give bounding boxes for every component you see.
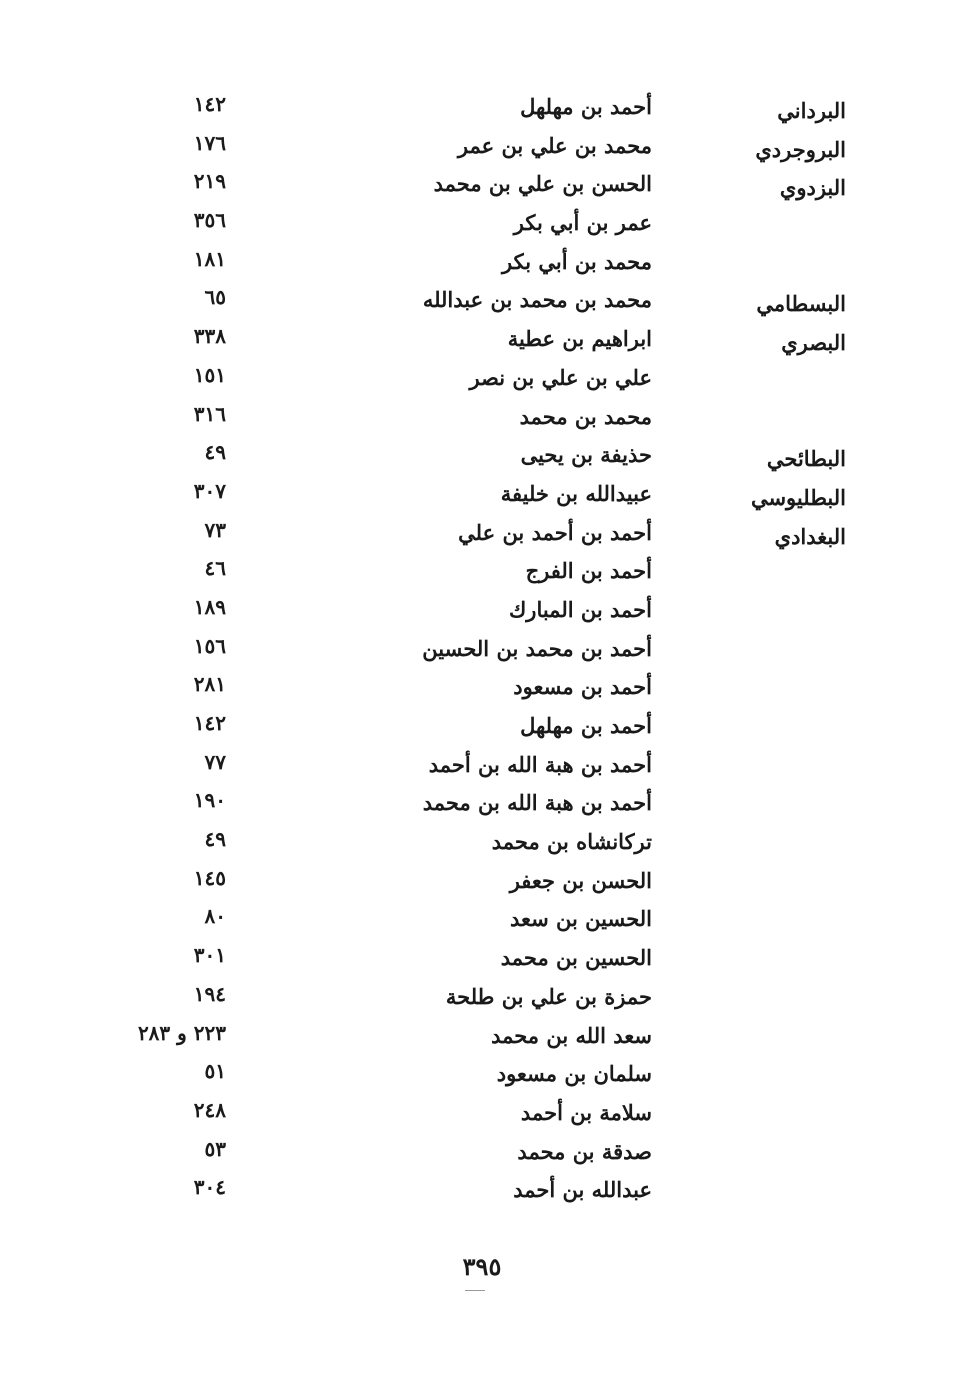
entry-name: أحمد بن مسعود [513, 674, 652, 700]
entry-name: أحمد بن هبة الله بن أحمد [428, 751, 652, 777]
entry-page-ref: ١٤٢ [193, 92, 226, 116]
entry-page-ref: ١٥٦ [193, 633, 226, 658]
index-entry [0, 672, 964, 711]
index-entry [0, 363, 964, 402]
index-entry [0, 556, 964, 595]
index-entry [0, 904, 964, 943]
entry-page-ref: ١٩٠ [193, 788, 226, 813]
entry-page-ref: ٣٠١ [193, 943, 226, 968]
entry-page-ref: ١٩٤ [193, 981, 226, 1006]
entry-name: أحمد بن الفرج [525, 558, 652, 584]
entry-name: محمد بن محمد بن عبدالله [422, 287, 652, 313]
entry-page-ref: ١٤٢ [193, 711, 226, 735]
entry-page-ref: ١٤٥ [193, 865, 226, 890]
index-entry [0, 1021, 964, 1060]
entry-page-ref: ٢٨١ [193, 672, 226, 697]
entry-name: الحسن بن علي بن محمد [433, 171, 652, 197]
index-entry [0, 169, 964, 208]
entry-name: سلمان بن مسعود [496, 1061, 652, 1087]
entry-nisba: البصري [781, 330, 846, 356]
index-entry [0, 324, 964, 363]
index-entry [0, 92, 964, 131]
entry-page-ref: ٣٠٤ [193, 1175, 226, 1200]
entry-name: سلامة بن أحمد [520, 1099, 652, 1125]
entry-page-ref: ٤٩ [204, 440, 226, 465]
entry-name: عبيدالله بن خليفة [500, 480, 652, 506]
entry-page-ref: ٥١ [204, 1059, 226, 1084]
index-entry [0, 518, 964, 557]
entry-name: حمزة بن علي بن طلحة [445, 983, 652, 1009]
entry-name: عمر بن أبي بكر [513, 210, 652, 236]
entry-name: أحمد بن المبارك [509, 596, 652, 622]
entry-page-ref: ٤٩ [204, 827, 226, 852]
index-entry [0, 788, 964, 827]
entry-name: عبدالله بن أحمد [513, 1177, 652, 1203]
entry-nisba: البرداني [777, 98, 846, 123]
entry-name: حذيفة بن يحيى [520, 442, 652, 468]
entry-page-ref: ٣٠٧ [193, 478, 226, 503]
entry-page-ref: ٦٥ [204, 285, 226, 310]
entry-name: أحمد بن أحمد بن علي [458, 519, 652, 545]
entry-page-ref: ٢٤٨ [193, 1097, 226, 1122]
entry-name: أحمد بن هبة الله بن محمد [422, 790, 652, 816]
entry-page-ref: ٢٢٣ و ٢٨٣ [137, 1020, 226, 1045]
entry-name: الحسين بن محمد [500, 945, 652, 971]
entry-nisba: البغدادي [774, 523, 846, 549]
entry-name: محمد بن محمد [519, 403, 652, 429]
index-entry [0, 827, 964, 866]
entry-page-ref: ٥٣ [204, 1136, 226, 1161]
entry-name: تركانشاه بن محمد [491, 829, 652, 855]
entry-page-ref: ٢١٩ [193, 169, 226, 194]
entry-name: أحمد بن مهلهل [520, 713, 652, 738]
index-entry [0, 131, 964, 170]
index-entry [0, 634, 964, 673]
index-entry [0, 402, 964, 441]
index-entry [0, 750, 964, 789]
index-entry [0, 247, 964, 286]
index-entry [0, 1098, 964, 1137]
index-entry [0, 440, 964, 479]
entry-page-ref: ٣٣٨ [193, 324, 226, 349]
entry-page-ref: ١٥١ [193, 362, 226, 387]
index-entry [0, 479, 964, 518]
entry-name: أحمد بن محمد بن الحسين [422, 635, 652, 661]
entry-page-ref: ٧٣ [204, 517, 226, 542]
index-list [0, 92, 964, 1214]
index-entry [0, 208, 964, 247]
index-entry [0, 1137, 964, 1176]
page-number-rule [465, 1290, 485, 1291]
entry-page-ref: ٤٦ [204, 556, 226, 581]
entry-nisba: البسطامي [756, 291, 846, 317]
index-entry [0, 866, 964, 905]
entry-page-ref: ٧٧ [204, 749, 226, 774]
entry-nisba: البطليوسي [750, 484, 846, 510]
entry-page-ref: ٣١٦ [193, 401, 226, 426]
entry-name: محمد بن أبي بكر [502, 248, 652, 274]
index-entry [0, 943, 964, 982]
entry-page-ref: ١٨١ [193, 246, 226, 271]
entry-name: أحمد بن مهلهل [520, 94, 652, 119]
entry-name: الحسين بن سعد [509, 906, 652, 932]
index-entry [0, 711, 964, 750]
page-number: ٣٩٥ [462, 1252, 502, 1281]
index-entry [0, 595, 964, 634]
entry-nisba: البزدوي [779, 175, 846, 201]
entry-page-ref: ١٧٦ [193, 130, 226, 155]
entry-name: علي بن علي بن نصر [469, 364, 652, 390]
entry-name: الحسن بن جعفر [509, 867, 652, 893]
index-entry [0, 1175, 964, 1214]
entry-nisba: البروجردي [755, 136, 846, 162]
index-entry [0, 285, 964, 324]
entry-name: صدقة بن محمد [517, 1138, 652, 1164]
index-entry [0, 1059, 964, 1098]
entry-page-ref: ١٨٩ [193, 594, 226, 619]
entry-page-ref: ٨٠ [204, 904, 226, 929]
index-entry [0, 982, 964, 1021]
entry-name: محمد بن علي بن عمر [457, 132, 652, 158]
entry-name: سعد الله بن محمد [491, 1022, 652, 1048]
entry-page-ref: ٣٥٦ [193, 208, 226, 233]
entry-nisba: البطائحي [766, 446, 846, 472]
entry-name: ابراهيم بن عطية [507, 326, 652, 352]
